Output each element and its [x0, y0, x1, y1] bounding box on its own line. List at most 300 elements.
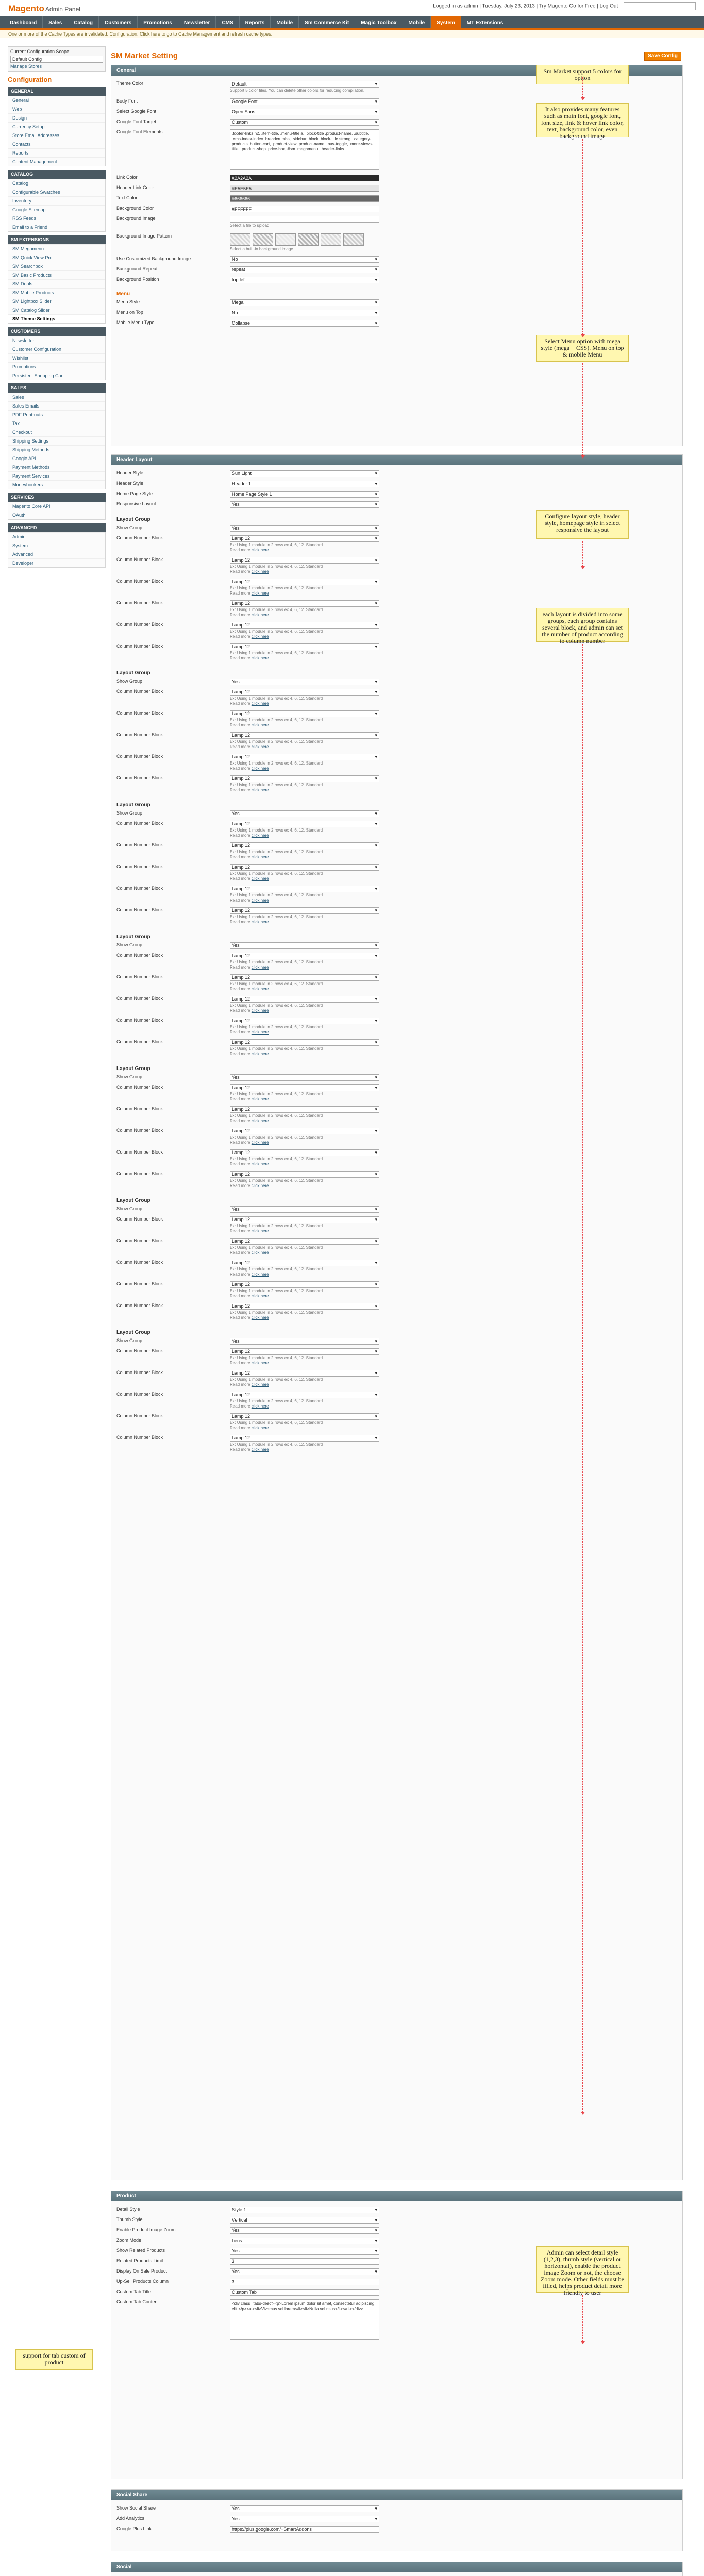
sidebar-item-currency-setup[interactable]: Currency Setup: [8, 122, 105, 131]
sidebar-list: [8, 244, 106, 324]
read-more-label: Read more: [230, 833, 250, 838]
column-number-select[interactable]: Lamp 12 ▾: [230, 557, 379, 564]
column-number-label: Column Number Block: [116, 622, 163, 627]
column-number-row: [116, 907, 580, 928]
section-header[interactable]: Header Layout: [111, 455, 682, 465]
save-config-button[interactable]: Save Config: [644, 52, 681, 61]
config-row: [116, 2516, 580, 2523]
field-note: Select a file to upload: [230, 223, 270, 228]
column-number-label: Column Number Block: [116, 710, 163, 716]
sidebar-item-wishlist[interactable]: Wishlist: [8, 353, 105, 362]
field-select[interactable]: Yes ▾: [230, 2505, 379, 2512]
nav-item-sales[interactable]: Sales: [43, 16, 68, 28]
section-header[interactable]: General: [111, 65, 682, 76]
sidebar-item-system[interactable]: System: [8, 541, 105, 550]
pattern-swatch[interactable]: [230, 233, 250, 246]
read-more-link[interactable]: click here: [251, 1229, 269, 1233]
field-label: Mobile Menu Type: [116, 320, 155, 325]
column-number-row: [116, 643, 580, 664]
scope-select[interactable]: Default Config: [10, 56, 103, 63]
column-number-select[interactable]: Lamp 12 ▾: [230, 754, 379, 760]
read-more-link[interactable]: click here: [251, 766, 269, 771]
field-input[interactable]: 3: [230, 2279, 379, 2285]
column-number-select[interactable]: Lamp 12 ▾: [230, 1128, 379, 1134]
read-more-link[interactable]: click here: [251, 1294, 269, 1298]
field-select[interactable]: Yes ▾: [230, 2227, 379, 2234]
column-number-select[interactable]: Lamp 12 ▾: [230, 689, 379, 696]
section-header[interactable]: Social: [111, 2562, 682, 2572]
show-group-select[interactable]: Yes ▾: [230, 525, 379, 532]
column-number-note: Ex: Using 1 module in 2 rows ex 4, 6, 12. Standard: [230, 871, 323, 876]
sidebar-item-general[interactable]: General: [8, 96, 105, 105]
sidebar-item-sm-lightbox-slider[interactable]: SM Lightbox Slider: [8, 297, 105, 306]
field-input[interactable]: Custom Tab: [230, 2289, 379, 2296]
config-sidebar: [8, 46, 106, 568]
nav-item-reports[interactable]: Reports: [240, 16, 271, 28]
sidebar-item-sm-theme-settings[interactable]: SM Theme Settings: [8, 314, 105, 323]
column-number-select[interactable]: Lamp 12 ▾: [230, 1238, 379, 1245]
read-more: [230, 1404, 379, 1409]
field-select[interactable]: Sun Light ▾: [230, 470, 379, 477]
column-number-select[interactable]: Lamp 12 ▾: [230, 535, 379, 542]
feature-callout: Configure layout style, header style, homepage style in select responsive the layout: [536, 510, 629, 539]
nav-item-sm-commerce-kit[interactable]: Sm Commerce Kit: [299, 16, 355, 28]
sidebar-item-promotions[interactable]: Promotions: [8, 362, 105, 371]
field-select[interactable]: repeat ▾: [230, 266, 379, 273]
sidebar-item-web[interactable]: Web: [8, 105, 105, 113]
column-number-select[interactable]: Lamp 12 ▾: [230, 1370, 379, 1377]
column-number-row: [116, 1281, 580, 1302]
sidebar-item-newsletter[interactable]: Newsletter: [8, 336, 105, 345]
column-number-select[interactable]: Lamp 12 ▾: [230, 1171, 379, 1178]
column-number-select[interactable]: Lamp 12 ▾: [230, 953, 379, 959]
column-number-note: Ex: Using 1 module in 2 rows ex 4, 6, 12. Standard: [230, 739, 323, 744]
sidebar-item-shipping-settings[interactable]: Shipping Settings: [8, 436, 105, 445]
pattern-swatch[interactable]: [343, 233, 364, 246]
column-number-note: Ex: Using 1 module in 2 rows ex 4, 6, 12. Standard: [230, 1113, 323, 1118]
column-number-row: [116, 1018, 580, 1038]
read-more: [230, 701, 379, 706]
nav-item-mt-extensions[interactable]: MT Extensions: [461, 16, 510, 28]
column-number-note: Ex: Using 1 module in 2 rows ex 4, 6, 12. Standard: [230, 1046, 323, 1051]
read-more: [230, 1030, 379, 1035]
column-number-select[interactable]: Lamp 12 ▾: [230, 579, 379, 585]
column-number-row: [116, 1435, 580, 1455]
read-more-link[interactable]: click here: [251, 1361, 269, 1365]
sidebar-item-sales-emails[interactable]: Sales Emails: [8, 401, 105, 410]
read-more: [230, 1140, 379, 1145]
field-select[interactable]: Mega ▾: [230, 299, 379, 306]
field-label: Menu Style: [116, 299, 140, 304]
read-more-link[interactable]: click here: [251, 1426, 269, 1430]
read-more-link[interactable]: click here: [251, 1447, 269, 1452]
column-number-select[interactable]: Lamp 12 ▾: [230, 974, 379, 981]
magento-logo[interactable]: Magento Admin Panel: [8, 4, 80, 13]
column-number-note: Ex: Using 1 module in 2 rows ex 4, 6, 12. Standard: [230, 1267, 323, 1272]
background-pattern-picker[interactable]: [230, 233, 379, 246]
field-select[interactable]: Default ▾: [230, 81, 379, 88]
column-number-note: Ex: Using 1 module in 2 rows ex 4, 6, 12. Standard: [230, 651, 323, 655]
manage-stores-link[interactable]: Manage Stores: [10, 64, 42, 69]
sidebar-list: [8, 96, 106, 166]
column-number-note: Ex: Using 1 module in 2 rows ex 4, 6, 12. Standard: [230, 1289, 323, 1293]
sidebar-item-magento-core-api[interactable]: Magento Core API: [8, 502, 105, 511]
section-social-share: [111, 2489, 683, 2551]
nav-item-customers[interactable]: Customers: [99, 16, 138, 28]
sidebar-item-moneybookers[interactable]: Moneybookers: [8, 480, 105, 489]
column-number-label: Column Number Block: [116, 1018, 163, 1023]
config-row: [116, 266, 580, 274]
column-number-select[interactable]: Lamp 12 ▾: [230, 1303, 379, 1310]
main-nav: [0, 16, 704, 30]
column-number-select[interactable]: Lamp 12 ▾: [230, 1260, 379, 1266]
column-number-select[interactable]: Lamp 12 ▾: [230, 1084, 379, 1091]
nav-item-magic-toolbox[interactable]: Magic Toolbox: [355, 16, 403, 28]
column-number-select[interactable]: Lamp 12 ▾: [230, 842, 379, 849]
read-more-link[interactable]: click here: [251, 1183, 269, 1188]
pattern-swatch[interactable]: [275, 233, 296, 246]
column-number-label: Column Number Block: [116, 643, 163, 649]
column-number-select[interactable]: Lamp 12 ▾: [230, 1413, 379, 1420]
read-more: [230, 1272, 379, 1277]
field-select[interactable]: Yes ▾: [230, 2516, 379, 2522]
sidebar-list: [8, 393, 106, 489]
field-input[interactable]: 3: [230, 2258, 379, 2265]
read-more-label: Read more: [230, 548, 250, 552]
read-more-link[interactable]: click here: [251, 920, 269, 924]
section-social: [111, 2562, 683, 2576]
read-more-link[interactable]: click here: [251, 876, 269, 881]
field-label: Responsive Layout: [116, 501, 156, 506]
config-row: [116, 119, 580, 126]
read-more: [230, 723, 379, 727]
section-product: [111, 2191, 683, 2479]
sidebar-item-store-email-addresses[interactable]: Store Email Addresses: [8, 131, 105, 140]
sidebar-list: [8, 179, 106, 232]
read-more-link[interactable]: click here: [251, 855, 269, 859]
sidebar-item-tax[interactable]: Tax: [8, 419, 105, 428]
column-number-row: [116, 1413, 580, 1434]
read-more-link[interactable]: click here: [251, 1315, 269, 1320]
nav-item-system[interactable]: System: [431, 16, 461, 28]
read-more-link[interactable]: click here: [251, 788, 269, 792]
read-more: [230, 898, 379, 903]
column-number-select[interactable]: Lamp 12 ▾: [230, 996, 379, 1003]
column-number-row: [116, 689, 580, 709]
config-row: [116, 109, 580, 116]
show-group-select[interactable]: Yes ▾: [230, 1338, 379, 1345]
layout-group-heading: Layout Group: [116, 670, 150, 676]
read-more-link[interactable]: click here: [251, 723, 269, 727]
column-number-label: Column Number Block: [116, 821, 163, 826]
pattern-swatch[interactable]: [253, 233, 273, 246]
read-more-link[interactable]: click here: [251, 898, 269, 903]
column-number-note: Ex: Using 1 module in 2 rows ex 4, 6, 12. Standard: [230, 960, 323, 964]
column-number-select[interactable]: Lamp 12 ▾: [230, 643, 379, 650]
column-number-select[interactable]: Lamp 12 ▾: [230, 1018, 379, 1024]
field-label: Body Font: [116, 98, 138, 104]
pattern-swatch[interactable]: [298, 233, 319, 246]
column-number-select[interactable]: Lamp 12 ▾: [230, 732, 379, 739]
column-number-row: [116, 1370, 580, 1391]
feature-callout: each layout is divided into some groups, each group contains several block, and admin can set the number of product according to column number: [536, 608, 629, 642]
show-group-row: [116, 1338, 580, 1345]
field-select[interactable]: No ▾: [230, 256, 379, 263]
read-more-link[interactable]: click here: [251, 1140, 269, 1145]
sidebar-item-sm-catalog-slider[interactable]: SM Catalog Slider: [8, 306, 105, 314]
read-more-link[interactable]: click here: [251, 1250, 269, 1255]
config-row: [116, 175, 580, 182]
column-number-select[interactable]: Lamp 12 ▾: [230, 1281, 379, 1288]
column-number-note: Ex: Using 1 module in 2 rows ex 4, 6, 12. Standard: [230, 718, 323, 722]
read-more-link[interactable]: click here: [251, 1272, 269, 1277]
column-number-note: Ex: Using 1 module in 2 rows ex 4, 6, 12. Standard: [230, 564, 323, 569]
column-number-select[interactable]: Lamp 12 ▾: [230, 907, 379, 914]
sidebar-item-payment-methods[interactable]: Payment Methods: [8, 463, 105, 471]
field-select[interactable]: Collapse ▾: [230, 320, 379, 327]
field-select[interactable]: Google Font ▾: [230, 98, 379, 105]
column-number-label: Column Number Block: [116, 996, 163, 1001]
column-number-select[interactable]: Lamp 12 ▾: [230, 1149, 379, 1156]
sidebar-group-sales: SALES: [8, 383, 106, 393]
global-search-input[interactable]: [624, 2, 696, 10]
read-more-link[interactable]: click here: [251, 701, 269, 706]
column-number-select[interactable]: Lamp 12 ▾: [230, 864, 379, 871]
section-header-layout: [111, 454, 683, 2180]
read-more-label: Read more: [230, 987, 250, 991]
column-number-row: [116, 1348, 580, 1369]
layout-group-heading: Layout Group: [116, 934, 150, 940]
layout-group-heading: Layout Group: [116, 517, 150, 522]
read-more-link[interactable]: click here: [251, 1118, 269, 1123]
sidebar-item-sm-deals[interactable]: SM Deals: [8, 279, 105, 288]
sidebar-item-pdf-print-outs[interactable]: PDF Print-outs: [8, 410, 105, 419]
section-header[interactable]: Social Share: [111, 2490, 682, 2500]
sidebar-item-inventory[interactable]: Inventory: [8, 196, 105, 205]
column-number-select[interactable]: Lamp 12 ▾: [230, 1039, 379, 1046]
field-label: Display On Sale Product: [116, 2268, 167, 2274]
read-more-link[interactable]: click here: [251, 833, 269, 838]
nav-item-mobile[interactable]: Mobile: [271, 16, 299, 28]
sidebar-item-rss-feeds[interactable]: RSS Feeds: [8, 214, 105, 223]
field-input[interactable]: https://plus.google.com/+SmartAddons: [230, 2526, 379, 2533]
config-row: [116, 216, 580, 228]
show-group-select[interactable]: Yes ▾: [230, 1074, 379, 1081]
column-number-row: [116, 754, 580, 774]
sidebar-item-email-to-a-friend[interactable]: Email to a Friend: [8, 223, 105, 231]
column-number-row: [116, 1039, 580, 1060]
read-more-link[interactable]: click here: [251, 591, 269, 596]
read-more-label: Read more: [230, 920, 250, 924]
column-number-note: Ex: Using 1 module in 2 rows ex 4, 6, 12. Standard: [230, 893, 323, 897]
read-more: [230, 788, 379, 792]
column-number-select[interactable]: Lamp 12 ▾: [230, 1216, 379, 1223]
show-group-select[interactable]: Yes ▾: [230, 810, 379, 817]
field-select[interactable]: Header 1 ▾: [230, 481, 379, 487]
nav-item-cms[interactable]: CMS: [216, 16, 239, 28]
column-number-select[interactable]: Lamp 12 ▾: [230, 1392, 379, 1398]
read-more-label: Read more: [230, 876, 250, 881]
field-select[interactable]: Style 1 ▾: [230, 2207, 379, 2213]
read-more-label: Read more: [230, 656, 250, 660]
read-more-label: Read more: [230, 1294, 250, 1298]
field-label: Enable Product Image Zoom: [116, 2227, 176, 2232]
read-more-link[interactable]: click here: [251, 613, 269, 617]
read-more-label: Read more: [230, 1272, 250, 1277]
show-group-row: [116, 679, 580, 686]
sidebar-item-sm-quick-view-pro[interactable]: SM Quick View Pro: [8, 253, 105, 262]
color-value: #2A2A2A: [232, 176, 252, 181]
field-select[interactable]: Home Page Style 1 ▾: [230, 491, 379, 498]
sidebar-group-sm-extensions: SM EXTENSIONS: [8, 235, 106, 244]
sidebar-item-reports[interactable]: Reports: [8, 148, 105, 157]
column-number-select[interactable]: Lamp 12 ▾: [230, 710, 379, 717]
sidebar-item-payment-services[interactable]: Payment Services: [8, 471, 105, 480]
field-select[interactable]: Open Sans ▾: [230, 109, 379, 115]
nav-item-promotions[interactable]: Promotions: [138, 16, 178, 28]
column-number-row: [116, 1106, 580, 1127]
sidebar-item-content-management[interactable]: Content Management: [8, 157, 105, 166]
field-input[interactable]: [230, 216, 379, 223]
show-group-select[interactable]: Yes ▾: [230, 1206, 379, 1213]
read-more: [230, 1097, 379, 1101]
field-select[interactable]: No ▾: [230, 310, 379, 316]
field-select[interactable]: top left ▾: [230, 277, 379, 283]
nav-item-mobile[interactable]: Mobile: [403, 16, 431, 28]
sidebar-item-sm-searchbox[interactable]: SM Searchbox: [8, 262, 105, 270]
column-number-note: Ex: Using 1 module in 2 rows ex 4, 6, 12. Standard: [230, 850, 323, 854]
sidebar-item-sm-megamenu[interactable]: SM Megamenu: [8, 244, 105, 253]
read-more-link[interactable]: click here: [251, 1162, 269, 1166]
read-more-link[interactable]: click here: [251, 744, 269, 749]
field-label: Zoom Mode: [116, 2238, 142, 2243]
read-more-label: Read more: [230, 965, 250, 970]
read-more-link[interactable]: click here: [251, 656, 269, 660]
field-select[interactable]: Yes ▾: [230, 2248, 379, 2255]
nav-item-catalog[interactable]: Catalog: [68, 16, 99, 28]
sidebar-item-sm-mobile-products[interactable]: SM Mobile Products: [8, 288, 105, 297]
column-number-row: [116, 775, 580, 796]
section-header[interactable]: Product: [111, 2191, 682, 2201]
read-more: [230, 1008, 379, 1013]
read-more: [230, 634, 379, 639]
callout-arrow: [582, 363, 583, 456]
column-number-select[interactable]: Lamp 12 ▾: [230, 1106, 379, 1113]
sidebar-item-customer-configuration[interactable]: Customer Configuration: [8, 345, 105, 353]
field-label: Menu on Top: [116, 310, 143, 315]
column-number-note: Ex: Using 1 module in 2 rows ex 4, 6, 12. Standard: [230, 1399, 323, 1403]
sidebar-item-admin[interactable]: Admin: [8, 532, 105, 541]
color-swatch[interactable]: [230, 175, 379, 181]
sidebar-item-developer[interactable]: Developer: [8, 558, 105, 567]
read-more-link[interactable]: click here: [251, 634, 269, 639]
column-number-select[interactable]: Lamp 12 ▾: [230, 622, 379, 629]
field-select[interactable]: Custom ▾: [230, 119, 379, 126]
sidebar-item-persistent-shopping-cart[interactable]: Persistent Shopping Cart: [8, 371, 105, 380]
column-number-select[interactable]: Lamp 12 ▾: [230, 886, 379, 892]
read-more-link[interactable]: click here: [251, 1097, 269, 1101]
read-more-label: Read more: [230, 1361, 250, 1365]
field-textarea[interactable]: .footer-links h2, .item-title, .menu-title a, .block-title .product-name, .subtitle, .cms-index-index .breadcrumbs, .sidebar .block .block-title strong, .category-products .button-cart, .product-view .product-name, .nav-toggle, .more-views-title, .product-shop .price-box, #sm_megamenu, .header-links: [230, 129, 379, 170]
column-number-label: Column Number Block: [116, 557, 163, 562]
column-number-label: Column Number Block: [116, 1413, 163, 1418]
column-number-row: [116, 1128, 580, 1148]
read-more-link[interactable]: click here: [251, 1052, 269, 1056]
sidebar-item-shipping-methods[interactable]: Shipping Methods: [8, 445, 105, 454]
sidebar-item-sales[interactable]: Sales: [8, 393, 105, 401]
sidebar-item-contacts[interactable]: Contacts: [8, 140, 105, 148]
sidebar-item-oauth[interactable]: OAuth: [8, 511, 105, 519]
color-swatch[interactable]: [230, 195, 379, 202]
config-row: [116, 2526, 580, 2533]
read-more-label: Read more: [230, 744, 250, 749]
sidebar-item-google-api[interactable]: Google API: [8, 454, 105, 463]
column-number-select[interactable]: Lamp 12 ▾: [230, 1348, 379, 1355]
color-swatch[interactable]: [230, 206, 379, 212]
column-number-select[interactable]: Lamp 12 ▾: [230, 821, 379, 827]
read-more-link[interactable]: click here: [251, 1404, 269, 1409]
column-number-note: Ex: Using 1 module in 2 rows ex 4, 6, 12. Standard: [230, 1025, 323, 1029]
sidebar-item-configurable-swatches[interactable]: Configurable Swatches: [8, 188, 105, 196]
field-textarea[interactable]: <div class='tabs-desc'><p>Lorem ipsum dolor sit amet, consectetur adipiscing elit.</p><ul><li>Vivamus vel lorem</li><li>Nulla vel risus</li></ul></div>: [230, 2299, 379, 2340]
column-number-row: [116, 557, 580, 578]
column-number-select[interactable]: Lamp 12 ▾: [230, 600, 379, 607]
nav-item-newsletter[interactable]: Newsletter: [178, 16, 216, 28]
color-swatch[interactable]: [230, 185, 379, 192]
read-more-link[interactable]: click here: [251, 1382, 269, 1387]
sidebar-item-google-sitemap[interactable]: Google Sitemap: [8, 205, 105, 214]
field-label: Header Style: [116, 481, 144, 486]
read-more: [230, 766, 379, 771]
config-row: [116, 81, 580, 93]
read-more: [230, 920, 379, 924]
field-select[interactable]: Lens ▾: [230, 2238, 379, 2244]
field-select[interactable]: Yes ▾: [230, 501, 379, 508]
sidebar-group-general: GENERAL: [8, 87, 106, 96]
sidebar-item-sm-basic-products[interactable]: SM Basic Products: [8, 270, 105, 279]
config-row: [116, 277, 580, 284]
sidebar-item-advanced[interactable]: Advanced: [8, 550, 105, 558]
column-number-row: [116, 732, 580, 753]
column-number-note: Ex: Using 1 module in 2 rows ex 4, 6, 12. Standard: [230, 828, 323, 833]
read-more-link[interactable]: click here: [251, 569, 269, 574]
sidebar-item-design[interactable]: Design: [8, 113, 105, 122]
read-more-link[interactable]: click here: [251, 1030, 269, 1035]
config-row: [116, 310, 580, 317]
nav-item-dashboard[interactable]: Dashboard: [4, 16, 43, 28]
column-number-select[interactable]: Lamp 12 ▾: [230, 1435, 379, 1442]
pattern-swatch[interactable]: [321, 233, 341, 246]
show-group-select[interactable]: Yes ▾: [230, 942, 379, 949]
read-more-link[interactable]: click here: [251, 548, 269, 552]
field-select[interactable]: Yes ▾: [230, 2268, 379, 2275]
read-more-link[interactable]: click here: [251, 965, 269, 970]
sidebar-item-catalog[interactable]: Catalog: [8, 179, 105, 188]
field-label: Home Page Style: [116, 491, 153, 496]
field-select[interactable]: Vertical ▾: [230, 2217, 379, 2224]
column-number-select[interactable]: Lamp 12 ▾: [230, 775, 379, 782]
read-more-link[interactable]: click here: [251, 1008, 269, 1013]
field-label: Add Analytics: [116, 2516, 145, 2521]
column-number-row: [116, 842, 580, 863]
column-number-label: Column Number Block: [116, 1128, 163, 1133]
read-more: [230, 1052, 379, 1056]
sidebar-item-checkout[interactable]: Checkout: [8, 428, 105, 436]
show-group-label: Show Group: [116, 1206, 143, 1211]
show-group-select[interactable]: Yes ▾: [230, 679, 379, 685]
column-number-note: Ex: Using 1 module in 2 rows ex 4, 6, 12. Standard: [230, 1377, 323, 1382]
read-more-link[interactable]: click here: [251, 987, 269, 991]
